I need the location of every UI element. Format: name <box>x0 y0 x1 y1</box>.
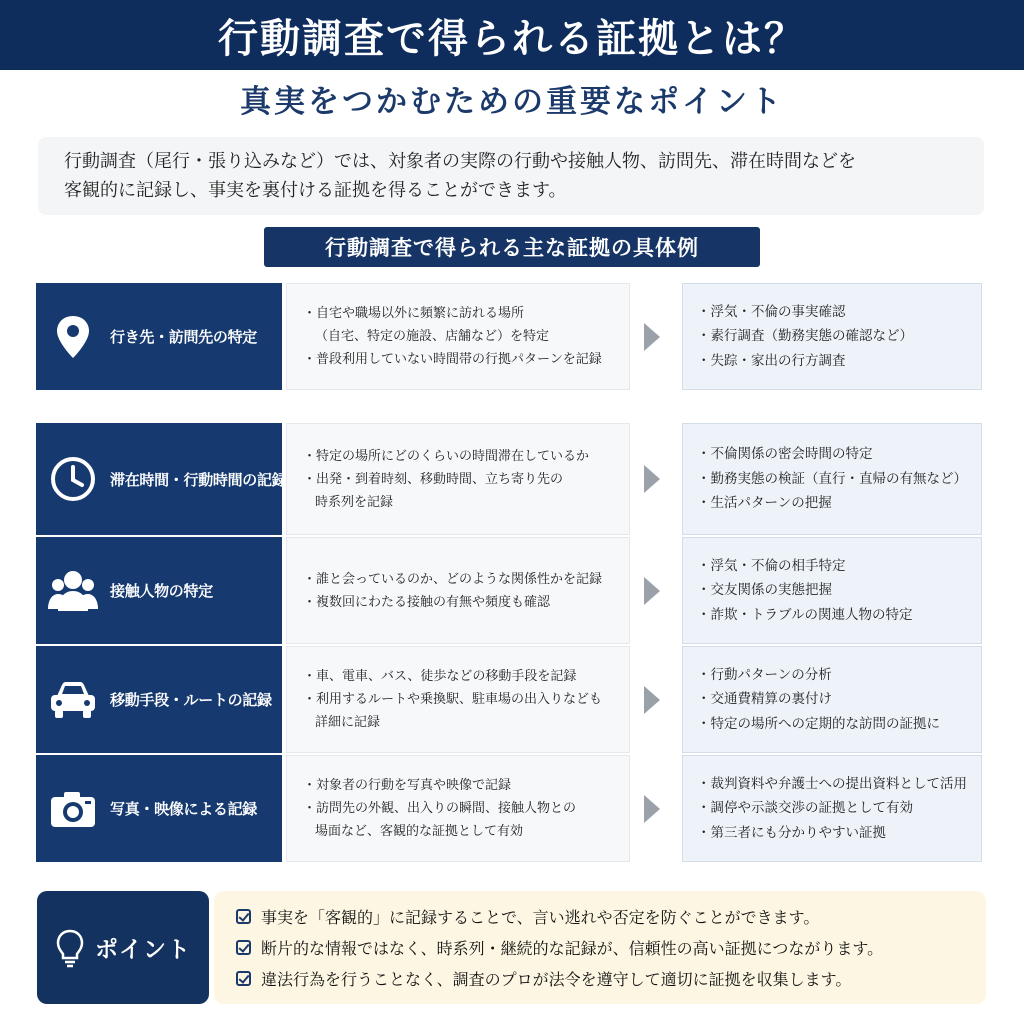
row-label: 行き先・訪問先の特定 <box>110 328 258 346</box>
checkbox-icon <box>236 909 251 924</box>
row-details <box>286 646 630 753</box>
section-title <box>264 227 760 267</box>
row-details <box>286 755 630 862</box>
row-label: 写真・映像による記録 <box>110 800 258 818</box>
scene-line: ・失踪・家出の行方調査 <box>697 352 846 369</box>
scene-line: ・勤務実態の検証（直行・直帰の有無など） <box>697 470 967 487</box>
arrow-right-icon <box>644 795 660 823</box>
evidence-row-photo <box>36 755 984 862</box>
detail-line: ・自宅や職場以外に頻繁に訪れる場所 <box>303 306 525 321</box>
scene-line: ・第三者にも分かりやすい証拠 <box>697 824 886 841</box>
camera-icon <box>48 784 98 834</box>
row-scenes <box>682 646 982 753</box>
point-label: ポイント <box>95 937 191 963</box>
checkbox-icon <box>236 971 251 986</box>
scene-line: ・特定の場所への定期的な訪問の証拠に <box>697 715 940 732</box>
detail-line: ・対象者の行動を写真や映像で記録 <box>303 778 512 793</box>
scene-line: ・生活パターンの把握 <box>697 495 832 512</box>
point-text: 断片的な情報ではなく、時系列・継続的な記録が、信頼性の高い証拠につながります。 <box>261 939 884 958</box>
point-label-box <box>37 891 209 1004</box>
intro-line-2: 客観的に記録し、事実を裏付ける証拠を得ることができます。 <box>64 180 567 201</box>
clock-icon <box>48 454 98 504</box>
scene-line: ・交友関係の実態把握 <box>697 582 832 599</box>
point-text: 事実を「客観的」に記録することで、言い逃れや否定を防ぐことができます。 <box>261 908 820 927</box>
page-title-bar <box>0 0 1024 70</box>
row-scenes <box>682 423 982 535</box>
scene-line: ・不倫関係の密会時間の特定 <box>697 446 873 463</box>
arrow-right-icon <box>644 323 660 351</box>
detail-line: ・車、電車、バス、徒歩などの移動手段を記録 <box>303 669 577 684</box>
page-title: 行動調査で得られる証拠とは？ <box>218 15 806 62</box>
section-title-text: 行動調査で得られる主な証拠の具体例 <box>325 236 699 260</box>
row-label: 滞在時間・行動時間の記録 <box>110 470 287 489</box>
scene-line: ・交通費精算の裏付け <box>697 691 832 708</box>
scene-line: ・行動パターンの分析 <box>697 666 832 683</box>
scene-line: ・調停や示談交渉の証拠として有効 <box>697 800 913 817</box>
row-scenes <box>682 755 982 862</box>
point-item <box>236 901 986 932</box>
detail-line: ・複数回にわたる接触の有無や頻度も確認 <box>303 594 551 610</box>
row-scenes <box>682 537 982 644</box>
scene-line: ・浮気・不倫の事実確認 <box>697 303 846 320</box>
row-details <box>286 537 630 644</box>
checkbox-icon <box>236 940 251 955</box>
detail-line: ・誰と会っているのか、どのような関係性かを記録 <box>303 571 603 587</box>
row-label-cell <box>36 423 287 535</box>
row-label: 接触人物の特定 <box>110 582 213 600</box>
row-details <box>286 283 630 390</box>
row-label-cell <box>36 283 282 390</box>
page-subtitle: 真実をつかむための重要なポイント <box>240 84 784 120</box>
detail-line: （自宅、特定の施設、店舗など）を特定 <box>315 329 550 344</box>
evidence-row-duration <box>36 423 984 535</box>
arrow-right-icon <box>644 577 660 605</box>
row-label-cell <box>36 755 282 862</box>
point-item <box>236 963 986 994</box>
scene-line: ・浮気・不倫の相手特定 <box>697 557 846 574</box>
point-list <box>214 891 986 1004</box>
detail-line: 場面など、客観的な証拠として有効 <box>315 824 524 839</box>
evidence-row-destination <box>36 283 984 390</box>
people-icon <box>48 566 98 616</box>
detail-line: 時系列を記録 <box>315 494 394 510</box>
evidence-row-transport <box>36 646 984 753</box>
detail-line: 詳細に記録 <box>315 715 381 730</box>
scene-line: ・裁判資料や弁護士への提出資料として活用 <box>697 775 967 792</box>
car-icon <box>48 675 98 725</box>
detail-line: ・特定の場所にどのくらいの時間滞在しているか <box>303 448 590 464</box>
detail-line: ・普段利用していない時間帯の行拠パターンを記録 <box>303 352 602 367</box>
row-details <box>286 423 630 535</box>
detail-line: ・訪問先の外観、出入りの瞬間、接触人物との <box>303 801 577 816</box>
point-text: 違法行為を行うことなく、調査のプロが法令を遵守して適切に証拠を収集します。 <box>261 970 852 989</box>
scene-line: ・素行調査（勤務実態の確認など） <box>697 328 913 345</box>
detail-line: ・利用するルートや乗換駅、駐車場の出入りなども <box>303 692 603 707</box>
row-label-cell <box>36 646 282 753</box>
intro-line-1: 行動調査（尾行・張り込みなど）では、対象者の実際の行動や接触人物、訪問先、滞在時間などを <box>64 151 856 172</box>
row-scenes <box>682 283 982 390</box>
evidence-row-contacts <box>36 537 984 644</box>
row-label-cell <box>36 537 282 644</box>
point-item <box>236 932 986 963</box>
row-label: 移動手段・ルートの記録 <box>110 691 272 709</box>
lightbulb-icon <box>55 928 85 968</box>
arrow-right-icon <box>644 465 660 493</box>
scene-line: ・詐欺・トラブルの関連人物の特定 <box>697 606 913 623</box>
map-pin-icon <box>48 312 98 362</box>
detail-line: ・出発・到着時刻、移動時間、立ち寄り先の <box>303 471 564 487</box>
arrow-right-icon <box>644 686 660 714</box>
intro-box <box>38 137 984 215</box>
